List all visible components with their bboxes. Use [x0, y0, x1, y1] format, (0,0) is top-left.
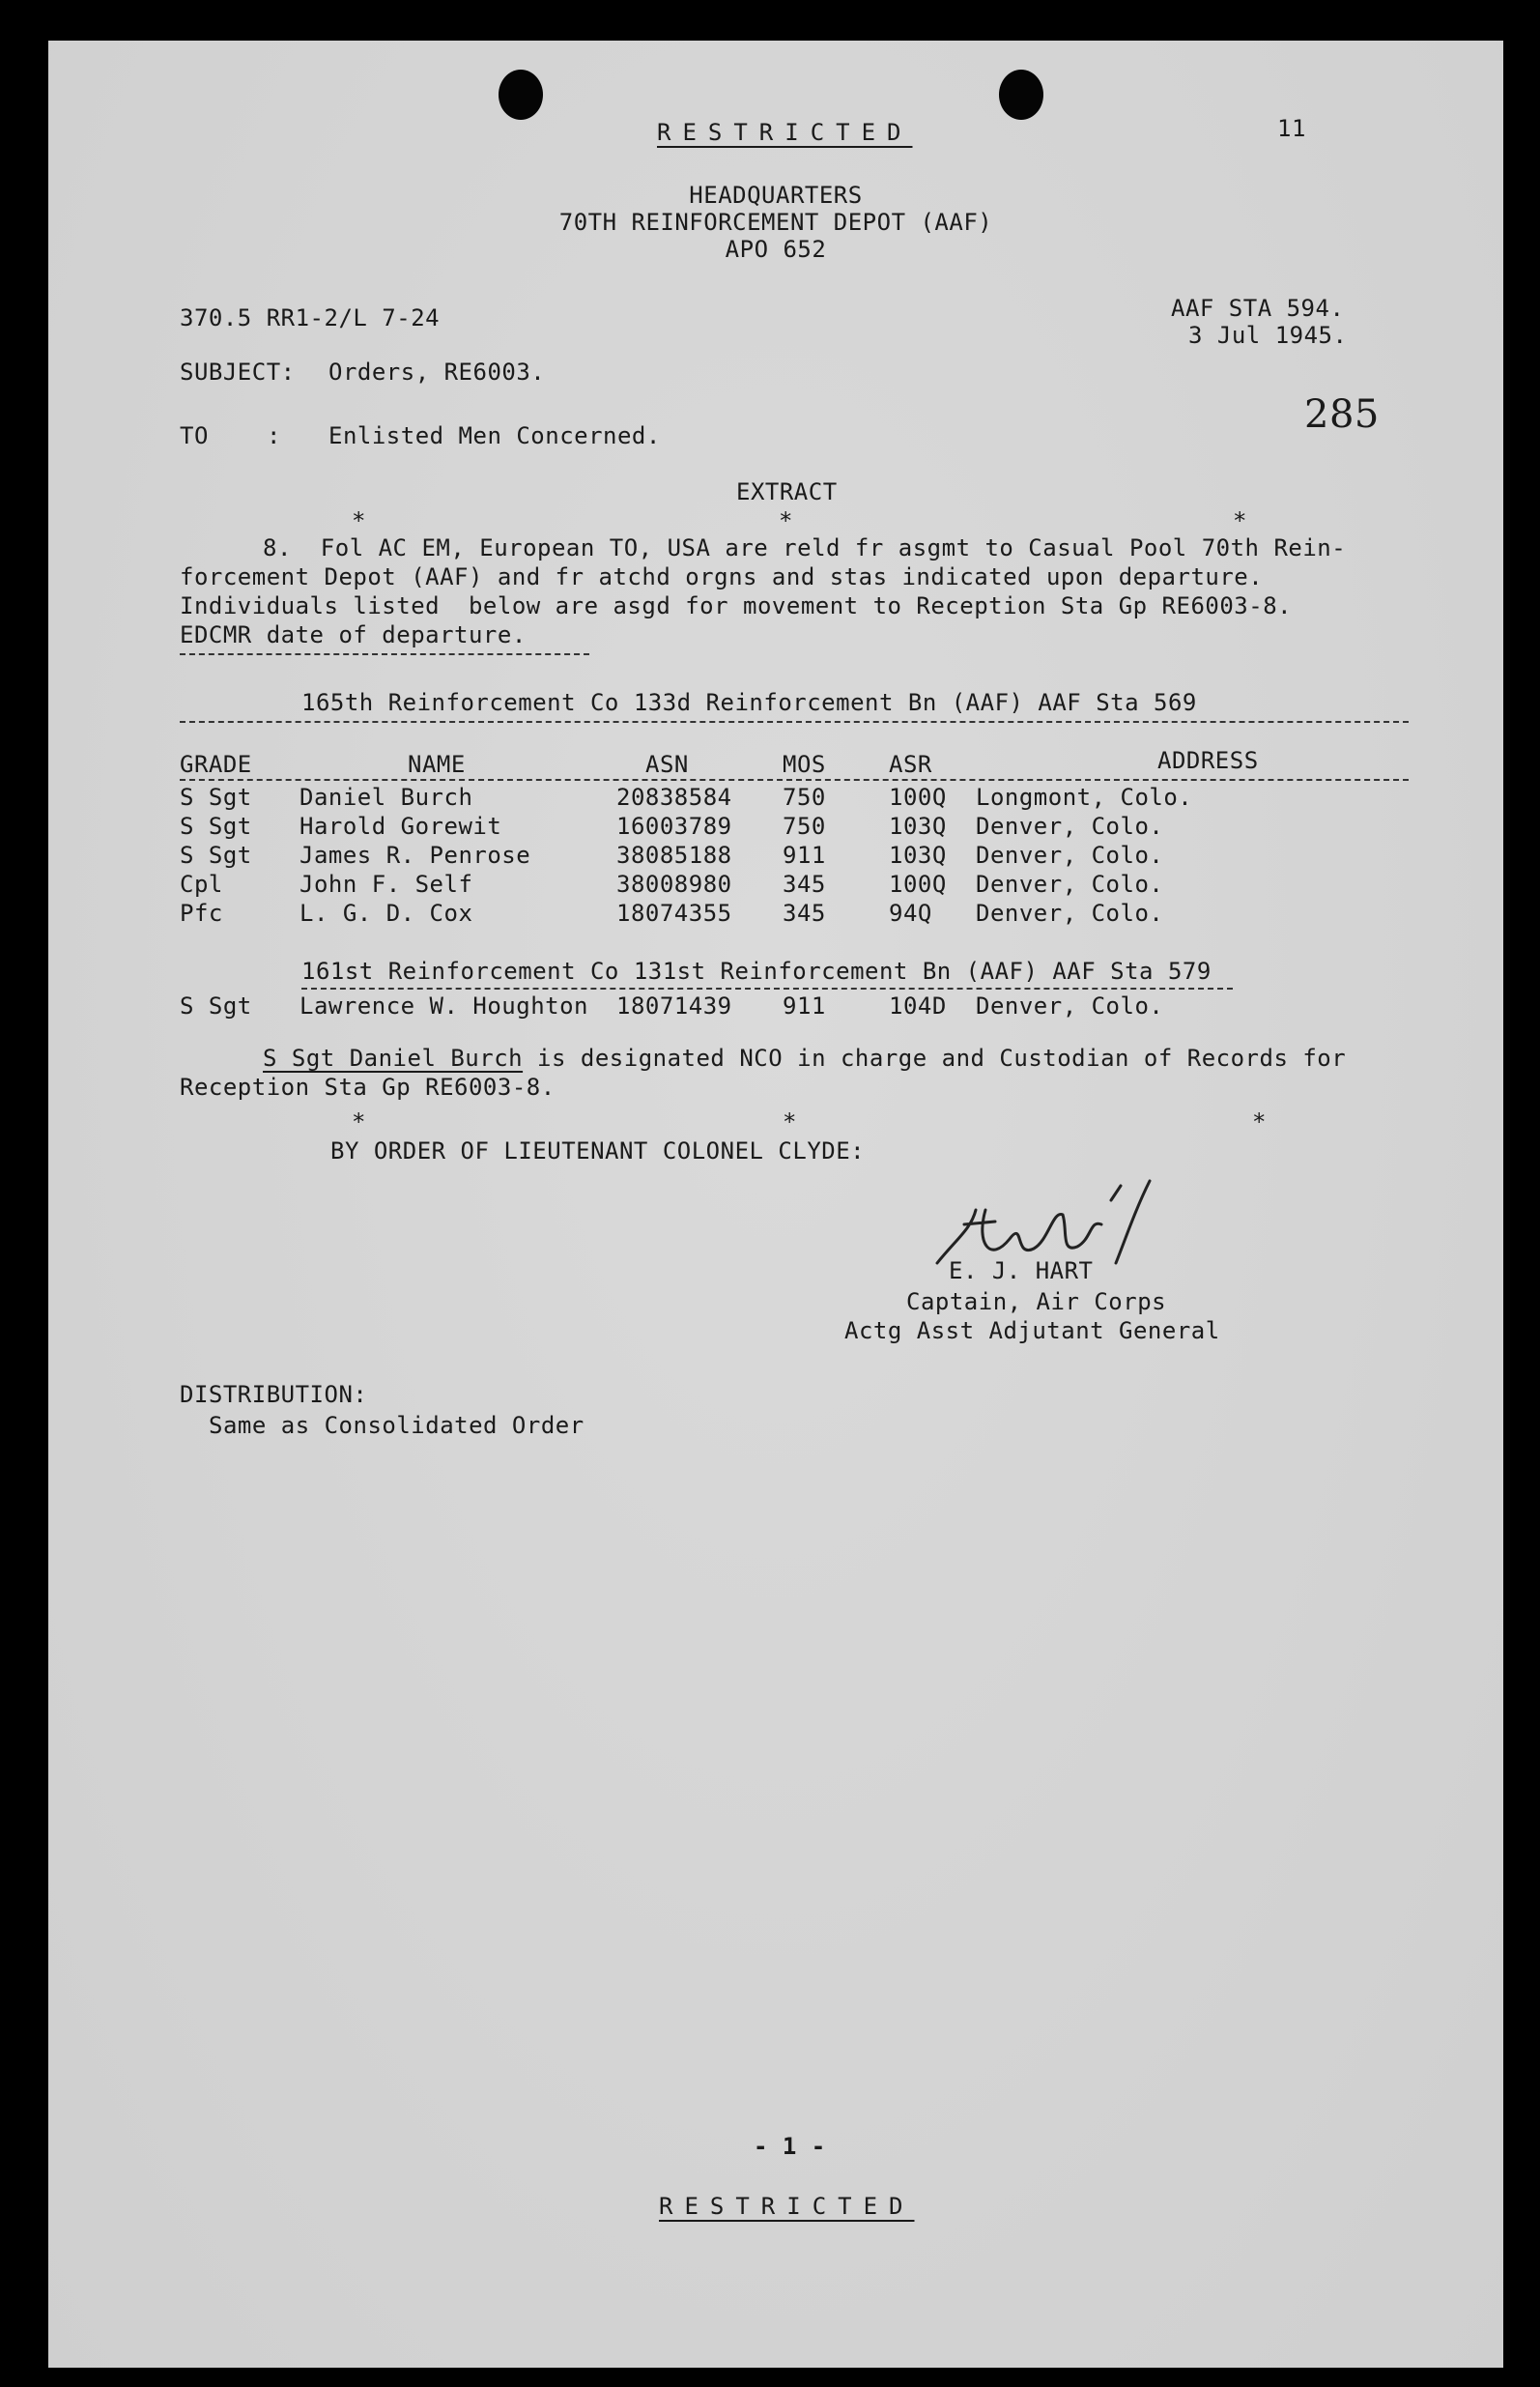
paragraph-line-3: Individuals listed below are asgd for movement to Reception Sta Gp RE6003-8.	[180, 592, 1293, 619]
table-row	[48, 992, 1503, 1021]
paragraph-underline	[180, 653, 589, 655]
asterisk-2: *	[779, 507, 793, 534]
cell-name: James R. Penrose	[299, 842, 531, 869]
cell-address: Denver, Colo.	[976, 871, 1164, 898]
hq-line-3: APO 652	[725, 236, 827, 263]
distribution-value: Same as Consolidated Order	[209, 1412, 585, 1439]
cell-asr: 100Q	[889, 784, 947, 811]
asterisk-6: *	[1252, 1108, 1267, 1136]
cell-asn: 18074355	[616, 900, 732, 927]
group1-separator	[180, 721, 1409, 723]
nco-line-1-rest: is designated NCO in charge and Custodian of Records for	[523, 1045, 1347, 1072]
stamp-number: 285	[1304, 392, 1380, 437]
paragraph-line-2: forcement Depot (AAF) and fr atchd orgns and stas indicated upon departure.	[180, 563, 1264, 590]
cell-name: L. G. D. Cox	[299, 900, 473, 927]
cell-address: Denver, Colo.	[976, 992, 1164, 1020]
order-date: 3 Jul 1945.	[1188, 322, 1348, 349]
cell-asn: 18071439	[616, 992, 732, 1020]
column-header-name: NAME	[408, 751, 466, 778]
cell-mos: 750	[783, 813, 826, 840]
column-header-asn: ASN	[645, 751, 689, 778]
file-reference: 370.5 RR1-2/L 7-24	[180, 304, 441, 331]
cell-mos: 911	[783, 992, 826, 1020]
cell-address: Denver, Colo.	[976, 813, 1164, 840]
cell-mos: 750	[783, 784, 826, 811]
signer-title-1: Captain, Air Corps	[906, 1288, 1167, 1315]
cell-mos: 911	[783, 842, 826, 869]
paragraph-line-1: 8. Fol AC EM, European TO, USA are reld fr asgmt to Casual Pool 70th Rein-	[263, 534, 1347, 561]
column-header-asr: ASR	[889, 751, 932, 778]
group1-header: 165th Reinforcement Co 133d Reinforcement Bn (AAF) AAF Sta 569	[301, 689, 1197, 716]
signer-title-2: Actg Asst Adjutant General	[844, 1317, 1220, 1344]
page-number: 11	[1277, 115, 1306, 142]
asterisk-3: *	[1233, 507, 1247, 534]
to-value: Enlisted Men Concerned.	[328, 422, 661, 449]
classification-bottom: RESTRICTED	[659, 2193, 915, 2220]
page-marker: - 1 -	[754, 2133, 826, 2160]
station-code: AAF STA 594.	[1171, 295, 1345, 322]
subject-value: Orders, RE6003.	[328, 359, 546, 386]
extract-label: EXTRACT	[736, 478, 838, 505]
cell-asn: 16003789	[616, 813, 732, 840]
column-header-mos: MOS	[783, 751, 826, 778]
cell-asr: 103Q	[889, 842, 947, 869]
table-row	[48, 841, 1503, 870]
to-colon: :	[267, 422, 281, 449]
nco-name: S Sgt Daniel Burch	[263, 1045, 524, 1072]
punch-hole-left	[499, 70, 543, 120]
cell-asr: 94Q	[889, 900, 932, 927]
cell-grade: S Sgt	[180, 842, 252, 869]
table-row	[48, 812, 1503, 841]
punch-hole-right	[999, 70, 1043, 120]
to-label: TO	[180, 422, 209, 449]
cell-asr: 103Q	[889, 813, 947, 840]
cell-address: Denver, Colo.	[976, 900, 1164, 927]
asterisk-4: *	[352, 1108, 366, 1136]
cell-name: Lawrence W. Houghton	[299, 992, 588, 1020]
cell-grade: Pfc	[180, 900, 223, 927]
cell-name: Harold Gorewit	[299, 813, 502, 840]
column-header-separator	[180, 779, 1409, 781]
cell-asr: 104D	[889, 992, 947, 1020]
cell-asr: 100Q	[889, 871, 947, 898]
cell-grade: S Sgt	[180, 784, 252, 811]
by-order-line: BY ORDER OF LIEUTENANT COLONEL CLYDE:	[330, 1137, 866, 1165]
cell-name: John F. Self	[299, 871, 473, 898]
cell-name: Daniel Burch	[299, 784, 473, 811]
nco-line-1	[263, 1044, 1346, 1073]
asterisk-1: *	[352, 507, 366, 534]
cell-grade: S Sgt	[180, 992, 252, 1020]
subject-label: SUBJECT:	[180, 359, 296, 386]
cell-grade: Cpl	[180, 871, 223, 898]
table-row	[48, 870, 1503, 899]
cell-asn: 38008980	[616, 871, 732, 898]
nco-line-2: Reception Sta Gp RE6003-8.	[180, 1074, 556, 1101]
column-header-grade: GRADE	[180, 751, 252, 778]
document-page	[48, 41, 1503, 2368]
cell-asn: 38085188	[616, 842, 732, 869]
asterisk-5: *	[783, 1108, 797, 1136]
cell-address: Denver, Colo.	[976, 842, 1164, 869]
cell-address: Longmont, Colo.	[976, 784, 1193, 811]
group2-header: 161st Reinforcement Co 131st Reinforcement Bn (AAF) AAF Sta 579	[301, 958, 1212, 985]
column-header-address: ADDRESS	[1157, 747, 1259, 774]
cell-grade: S Sgt	[180, 813, 252, 840]
cell-mos: 345	[783, 871, 826, 898]
hq-line-2: 70TH REINFORCEMENT DEPOT (AAF)	[558, 209, 993, 236]
table-row	[48, 783, 1503, 812]
hq-line-1: HEADQUARTERS	[689, 182, 863, 209]
group2-underline	[301, 988, 1233, 990]
table-row	[48, 899, 1503, 928]
signer-name: E. J. HART	[949, 1257, 1094, 1284]
classification-top: RESTRICTED	[657, 119, 913, 146]
distribution-label: DISTRIBUTION:	[180, 1381, 368, 1408]
paragraph-line-4: EDCMR date of departure.	[180, 621, 527, 648]
cell-asn: 20838584	[616, 784, 732, 811]
cell-mos: 345	[783, 900, 826, 927]
